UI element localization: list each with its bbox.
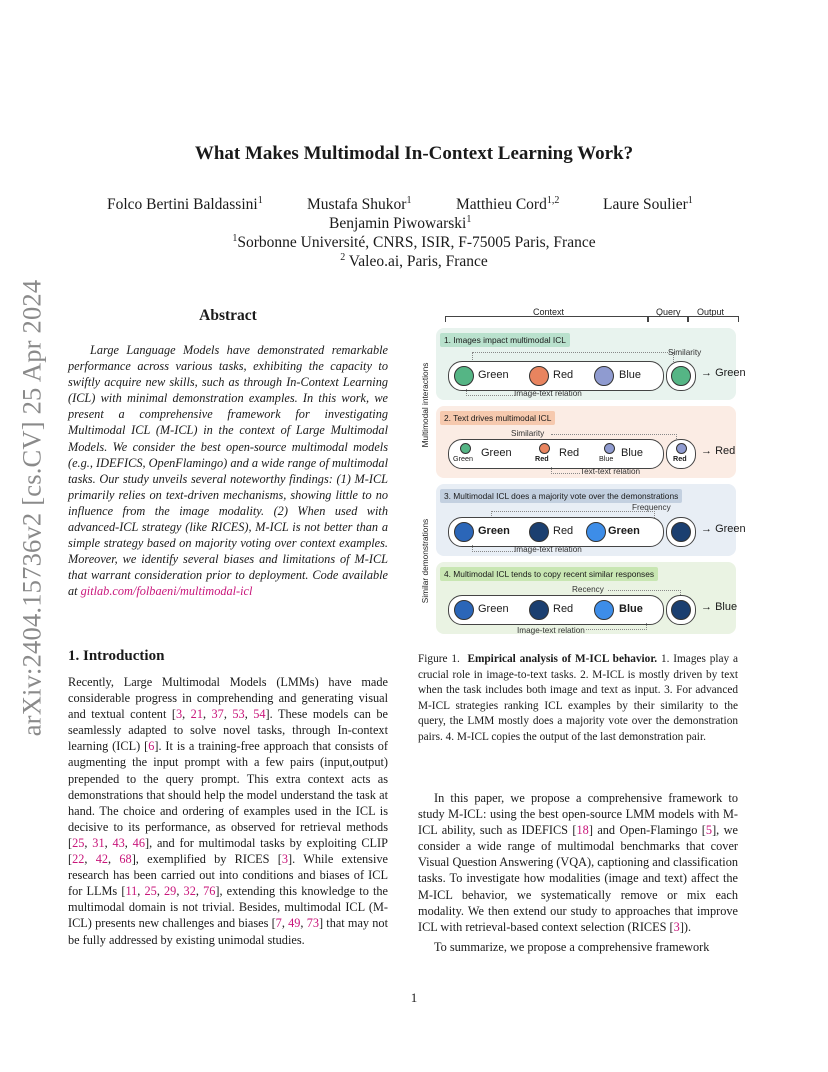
citation-link[interactable]: 46 (132, 835, 145, 850)
citation-link[interactable]: 43 (112, 835, 125, 850)
panel-images-impact (436, 328, 746, 400)
intro-text: , (84, 835, 93, 850)
relation-link (551, 467, 580, 474)
citation-link[interactable]: 11 (125, 884, 138, 899)
abstract-heading: Abstract (199, 307, 257, 324)
citation-link[interactable]: 22 (72, 852, 85, 867)
citation-link[interactable]: 18 (576, 823, 589, 838)
intro-text: , (137, 884, 145, 899)
caption-word: Blue (619, 603, 643, 615)
context-header: Context (533, 307, 565, 317)
caption-word: Red (553, 603, 574, 615)
caption-word: Green (478, 525, 510, 537)
intro-text: , (104, 835, 113, 850)
right-paragraph-1 (418, 790, 738, 935)
query-label: Red (673, 454, 687, 463)
panel-tag: 2. Text drives multimodal ICL (440, 411, 555, 425)
panel-tag: 1. Images impact multimodal ICL (440, 333, 570, 347)
relation-label: Text-text relation (580, 467, 641, 476)
citation-link[interactable]: 3 (281, 852, 289, 867)
image-label: Blue (599, 454, 614, 463)
output-bracket (687, 316, 739, 322)
intro-text: , (156, 884, 165, 899)
intro-text: ]. While extensive research has been carried out into conditions and biases of ICL for LLMs [ (68, 852, 388, 899)
image-green (460, 443, 471, 454)
right-text: In this paper, we propose a comprehensive framework to study M-ICL: using the best open-source LMM models with M-ICL ability, such as IDEFICS [ (418, 791, 738, 838)
panel-text-drives (436, 406, 736, 478)
page-number: 1 (410, 990, 418, 1005)
author-5: Benjamin Piwowarski$^1$ (329, 214, 472, 233)
relation-label: Image-text relation (514, 389, 582, 398)
image-label: Green (453, 454, 473, 463)
code-link[interactable]: gitlab.com/folbaeni/multimodal-icl (80, 584, 253, 599)
right-text: ]). (679, 919, 692, 934)
relation-label: Image-text relation (517, 626, 585, 635)
citation-link[interactable]: 3 (673, 919, 680, 934)
intro-text: , (176, 884, 184, 899)
query-box (666, 361, 696, 391)
right-text: ] and Open-Flamingo [ (588, 823, 706, 838)
query-header: Query (656, 307, 681, 317)
image-light-blue (594, 600, 614, 620)
intro-text: ], extending this knowledge to the multimodal domain is not trivial. Besides, multimodal ICL (M-ICL) presents new challenges and biases [ (68, 884, 389, 931)
context-box (448, 517, 664, 547)
author-1: Folco Bertini Baldassini$^1$ (107, 195, 263, 214)
output-answer: → Red (701, 445, 736, 457)
query-box (666, 517, 696, 547)
context-box (448, 595, 664, 625)
intro-text: , (108, 852, 120, 867)
citation-link[interactable]: 32 (183, 884, 196, 899)
intro-text: , (182, 707, 191, 722)
arxiv-identifier: arXiv:2404.15736v2 [cs.CV] 25 Apr 2024 (16, 279, 47, 736)
intro-paragraph (68, 674, 388, 948)
citation-link[interactable]: 29 (164, 884, 177, 899)
citation-link[interactable]: 54 (253, 707, 266, 722)
paper-title: What Makes Multimodal In-Context Learning Work? (194, 143, 634, 164)
image-red (539, 443, 550, 454)
relation-link (472, 545, 515, 552)
query-image (671, 366, 691, 386)
panel-copy-recent (436, 562, 736, 634)
image-blue (604, 443, 615, 454)
intro-text: , (244, 707, 254, 722)
intro-text: , (300, 916, 307, 931)
output-answer: → Green (701, 367, 746, 379)
side-label-similar: Similar demonstrations (420, 518, 430, 604)
citation-link[interactable]: 25 (144, 884, 157, 899)
output-answer: → Green (701, 523, 746, 535)
intro-text: ], and for multimodal tasks by exploiting CLIP [ (68, 835, 388, 867)
output-answer: → Blue (701, 601, 738, 613)
citation-link[interactable]: 37 (211, 707, 224, 722)
caption-word: Blue (621, 447, 644, 459)
output-header: Output (697, 307, 725, 317)
citation-link[interactable]: 21 (190, 707, 203, 722)
context-box (448, 361, 664, 391)
intro-text: , (84, 852, 96, 867)
citation-link[interactable]: 6 (148, 739, 155, 754)
citation-link[interactable]: 53 (232, 707, 245, 722)
relation-label: Image-text relation (514, 545, 582, 554)
intro-text: ] that may not be fully addressed by existing unimodal studies. (68, 916, 388, 947)
panel-tag: 3. Multimodal ICL does a majority vote over the demonstrations (440, 489, 682, 503)
query-box (666, 595, 696, 625)
citation-link[interactable]: 49 (288, 916, 301, 931)
query-image (671, 600, 691, 620)
citation-link[interactable]: 5 (705, 823, 713, 838)
caption-word: Green (608, 525, 640, 537)
query-image (676, 443, 687, 454)
caption-word: Red (553, 525, 574, 537)
citation-link[interactable]: 7 (275, 916, 282, 931)
query-image (671, 522, 691, 542)
query-bracket (647, 316, 689, 322)
right-column-text (418, 790, 738, 955)
figure-caption: Figure 1. Empirical analysis of M-ICL behavior. 1. Images play a crucial role in image-to-text tasks. 2. M-ICL is mostly driven by text when the task includes both image and text as input. 3. For advanced M-ICL strategies ranking ICL examples by their similarity to the query, the LMM mostly does a majority vote over the demonstration pairs. 4. M-ICL copies the output of the last demonstration pair. (418, 653, 738, 743)
image-green (454, 366, 474, 386)
citation-link[interactable]: 25 (72, 835, 85, 850)
citation-link[interactable]: 31 (92, 835, 105, 850)
intro-text: , (202, 707, 212, 722)
author-4: Laure Soulier$^1$ (603, 195, 693, 214)
image-light-blue (586, 522, 606, 542)
context-bracket (445, 316, 649, 322)
panel-majority-vote (436, 484, 746, 556)
author-2: Mustafa Shukor$^1$ (307, 195, 412, 214)
image-blue (454, 522, 474, 542)
intro-text: , (281, 916, 289, 931)
abstract-text: Large Language Models have demonstrated remarkable performance across various tasks, exhibiting the capacity to swiftly acquire new skills, such as through In-Context Learning (ICL) with minimal demonstration examples. In this work, we present a comprehensive framework for investigating Multimodal ICL (M-ICL) in the context of Large Multimodal Models. We consider the best open-source multimodal models (e.g., IDEFICS, OpenFlamingo) and a wide range of multimodal tasks. Our study unveils several noteworthy findings: (1) M-ICL primarily relies on text-driven mechanisms, showing little to no influence from the image modality. (2) When used with advanced-ICL strategy (like RICES), M-ICL is not better than a simple strategy based on majority voting over context examples. Moreover, we identify several biases and limitations of M-ICL that warrant consideration prior to deployment. Code available at gitlab.com/folbaeni/multimodal-icl (68, 343, 388, 599)
intro-text: ], exemplified by RICES [ (131, 852, 282, 867)
citation-link[interactable]: 73 (306, 916, 319, 931)
intro-heading: 1. Introduction (68, 648, 165, 664)
similarity-label: Similarity (668, 348, 702, 357)
similarity-label: Similarity (511, 429, 545, 438)
recency-label: Recency (572, 585, 604, 594)
caption-word: Red (553, 369, 574, 381)
author-3: Matthieu Cord$^{1,2}$ (456, 195, 560, 214)
figure-1 (415, 300, 745, 645)
citation-link[interactable]: 3 (175, 707, 183, 722)
relation-link (586, 623, 647, 630)
relation-link (466, 389, 515, 396)
image-navy (529, 600, 549, 620)
intro-text: , (223, 707, 233, 722)
context-box (448, 439, 664, 469)
affiliation-1: $^1$Sorbonne Université, CNRS, ISIR, F-75005 Paris, France (232, 233, 596, 252)
image-red (529, 366, 549, 386)
intro-text: Recently, Large Multimodal Models (LMMs) have made considerable progress in comprehending and generating visual and textual content [ (68, 675, 388, 722)
caption-word: Green (481, 447, 512, 459)
right-text: ], we consider a wide range of multimodal benchmarks that cover Visual Question Answering (VQA), captioning and classification tasks. To investigate how modalities (image and text) affect the M-ICL behavior, we systematically remove or mix each modality. We then extend our study to approaches that improve ICL with retrieval-based context selection (RICES [ (418, 823, 738, 934)
caption-word: Blue (619, 369, 642, 381)
image-blue (594, 366, 614, 386)
intro-text: , (124, 835, 133, 850)
intro-text: ]. It is a training-free approach that consists of augmenting the input prompt with a few pairs (input,output) prepended to the query prompt. This extra context acts as demonstrations that should help the model understand the task at hand. The choice and ordering of examples used in the ICL is decisive to its performance, as observed for retrieval methods [ (68, 739, 389, 850)
intro-text: ]. These models can be seamlessly adapted to solve novel tasks, through In-context learning (ICL) [ (68, 707, 388, 754)
right-paragraph-2: To summarize, we propose a comprehensive framework (434, 939, 710, 954)
caption-word: Red (559, 447, 580, 459)
panel-tag: 4. Multimodal ICL tends to copy recent similar responses (440, 567, 658, 581)
frequency-label: Frequency (632, 503, 671, 512)
image-blue (454, 600, 474, 620)
affiliation-2: $^2$ Valeo.ai, Paris, France (340, 252, 488, 271)
side-label-multimodal: Multimodal interactions (420, 362, 430, 448)
image-label: Red (535, 454, 549, 463)
citation-link[interactable]: 68 (119, 852, 132, 867)
citation-link[interactable]: 42 (95, 852, 109, 867)
image-navy (529, 522, 549, 542)
caption-word: Green (478, 369, 509, 381)
caption-word: Green (478, 603, 509, 615)
query-box (666, 439, 696, 469)
citation-link[interactable]: 76 (203, 884, 216, 899)
intro-text: , (195, 884, 204, 899)
